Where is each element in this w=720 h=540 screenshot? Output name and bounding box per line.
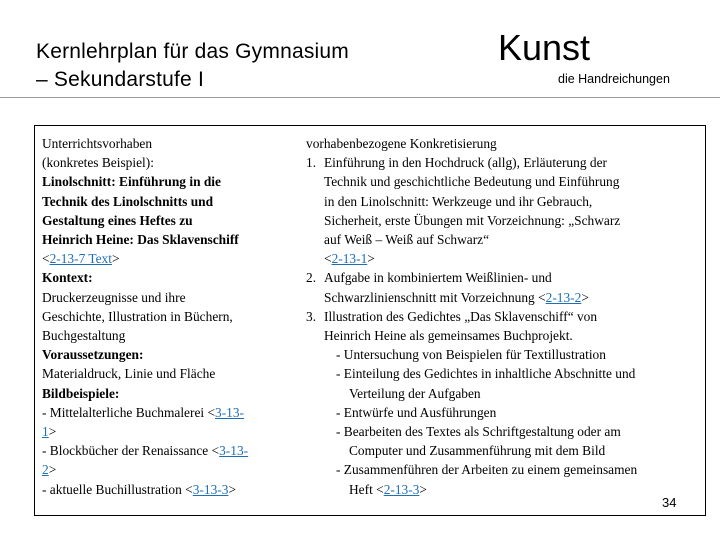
ref-bracket: > (48, 424, 57, 440)
item-text: Technik und geschichtliche Bedeutung und Einführung (324, 174, 620, 190)
prereq-line: Materialdruck, Linie und Fläche (42, 366, 216, 382)
item-text: Aufgabe in kombiniertem Weißlinien- und (324, 270, 552, 286)
left-heading: Unterrichtsvorhaben (42, 136, 153, 151)
item-text: Illustration des Gedichtes „Das Sklavenschiff“ von (324, 308, 598, 324)
sub-item-text: - Bearbeiten des Textes als Schriftgestaltung oder am (336, 424, 621, 440)
item2-ref-link[interactable]: 2-13-2 (545, 289, 582, 305)
sub-item-text: - Untersuchung von Beispielen für Textillustration (336, 347, 606, 363)
image-example-1: - Mittelalterliche Buchmalerei < (42, 404, 216, 420)
sub-item-text: Computer und Zusammenführung mit dem Bild (349, 443, 606, 459)
left-column (42, 134, 298, 499)
list-item (306, 307, 698, 345)
topic-line: Gestaltung eines Heftes zu (42, 212, 193, 228)
header-divider (0, 97, 720, 98)
right-column (306, 134, 698, 499)
ref-bracket: < (42, 251, 50, 267)
context-label: Kontext: (42, 270, 93, 286)
ref-bracket: > (581, 289, 589, 305)
context-line: Buchgestaltung (42, 328, 126, 344)
item-text: in den Linolschnitt: Werkzeuge und ihr Gebrauch, (324, 193, 593, 209)
prereq-label: Voraussetzungen: (42, 347, 144, 363)
images-label: Bildbeispiele: (42, 385, 120, 401)
ref-bracket: > (48, 462, 57, 478)
list-item (306, 268, 698, 306)
sub-item-text: - Einteilung des Gedichtes in inhaltliche Abschnitte und (336, 366, 636, 382)
sub-item (306, 364, 698, 402)
sub-item-text: Verteilung der Aufgaben (349, 385, 481, 401)
item-text: Einführung in den Hochdruck (allg), Erläuterung der (324, 155, 607, 171)
title-line-1: Kernlehrplan für das Gymnasium (36, 40, 349, 63)
item-number: 3. (306, 308, 317, 324)
ref-bracket: > (419, 481, 427, 497)
item-text: Sicherheit, erste Übungen mit Vorzeichnung: „Schwarz (324, 212, 621, 228)
ref-bracket: < (324, 251, 332, 267)
page-title (36, 38, 349, 94)
ref-bracket: > (111, 251, 120, 267)
item1-ref-link[interactable]: 2-13-1 (331, 251, 368, 267)
topic-ref-link[interactable]: 2-13-7 Text (49, 251, 112, 267)
sub-item (306, 403, 698, 422)
sub-item (306, 460, 698, 498)
right-heading: vorhabenbezogene Konkretisierung (306, 136, 497, 151)
image-ref-link-1a[interactable]: 3-13- (215, 404, 245, 420)
sub5-ref-link[interactable]: 2-13-3 (383, 481, 420, 497)
item-text: Heinrich Heine als gemeinsames Buchprojekt. (324, 328, 573, 344)
sub-item-text: Heft < (349, 481, 384, 497)
subject-heading: Kunst (498, 27, 591, 68)
ref-bracket: > (367, 251, 375, 267)
context-line: Geschichte, Illustration in Büchern, (42, 308, 233, 324)
item-text: Schwarzlinienschnitt mit Vorzeichnung < (324, 289, 546, 305)
context-line: Druckerzeugnisse und ihre (42, 289, 186, 305)
image-ref-link-1b[interactable]: 1 (42, 424, 49, 440)
example-label: (konkretes Beispiel): (42, 155, 154, 171)
sub-item-text: - Entwürfe und Ausführungen (336, 404, 497, 420)
image-example-3: - aktuelle Buchillustration < (42, 481, 193, 497)
ref-bracket: > (228, 481, 236, 497)
image-example-2: - Blockbücher der Renaissance < (42, 443, 220, 459)
sub-item (306, 345, 698, 364)
title-line-2: – Sekundarstufe I (36, 68, 205, 91)
topic-line: Technik des Linolschnitts und (42, 193, 214, 209)
image-ref-link-2b[interactable]: 2 (42, 462, 49, 478)
image-ref-link-2a[interactable]: 3-13- (219, 443, 249, 459)
image-ref-link-3[interactable]: 3-13-3 (192, 481, 229, 497)
topic-line: Heinrich Heine: Das Sklavenschiff (42, 232, 239, 248)
sub-item-text: - Zusammenführen der Arbeiten zu einem gemeinsamen (336, 462, 638, 478)
subtitle: die Handreichungen (558, 72, 670, 86)
item-text: auf Weiß – Weiß auf Schwarz“ (324, 232, 490, 248)
list-item (306, 153, 698, 268)
topic-line: Linolschnitt: Einführung in die (42, 174, 221, 190)
page-number: 34 (662, 495, 677, 510)
item-number: 2. (306, 270, 317, 286)
sub-item (306, 422, 698, 460)
item-number: 1. (306, 155, 317, 171)
